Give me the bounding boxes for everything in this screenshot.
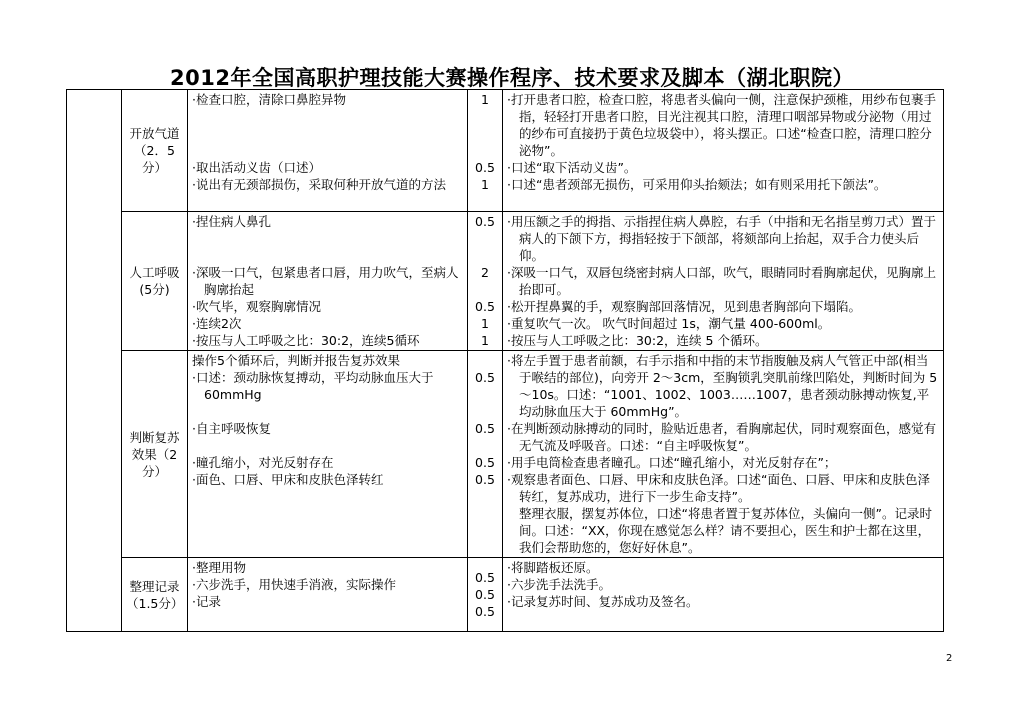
list-item: ·说出有无颈部损伤，采取何种开放气道的方法 [192, 177, 446, 192]
list-item: ·将左手置于患者前额，右手示指和中指的末节指腹触及病人气管正中部(相当于喉结的部位)，向旁开 2～3cm，至胸锁乳突肌前缘凹陷处，判断时间为 5～10s。口述：“1001、1002、1003……1007，患者颈动脉搏动恢复,平均动脉血压大于 60mmHg”。 [507, 353, 938, 419]
list-item: ·记录复苏时间、复苏成功及签名。 [507, 594, 699, 609]
list-item: ·按压与人工呼吸之比：30:2，连续 5 个循环。 [507, 333, 768, 348]
list-item: ·在判断颈动脉搏动的同时，脸贴近患者，看胸廓起伏，同时观察面色，感觉有无气流及呼吸音。口述：“自主呼吸恢复”。 [507, 421, 936, 453]
requirements-cell [503, 90, 944, 212]
list-item: ·六步洗手法洗手。 [507, 577, 611, 592]
list-item: ·整理用物 [192, 560, 246, 575]
list-item: 操作5个循环后，判断并报告复苏效果 [192, 353, 400, 368]
category-cell: 人工呼吸(5分) [122, 212, 188, 351]
table-row [67, 351, 944, 558]
score-cell: 1 0.5 1 [468, 90, 503, 212]
list-item: ·自主呼吸恢复 [192, 421, 271, 436]
score-cell: 0.5 0.5 0.5 0.5 [468, 351, 503, 558]
list-item: 整理衣服，摆复苏体位，口述“将患者置于复苏体位，头偏向一侧”。记录时间。口述：“XX，你现在感觉怎么样？请不要担心，医生和护士都在这里，我们会帮助您的，您好好休息”。 [519, 506, 932, 555]
table-row [67, 558, 944, 632]
category-cell: 开放气道（2．5分） [122, 90, 188, 212]
table-row [67, 212, 944, 351]
requirements-cell [503, 558, 944, 632]
list-item: ·深吸一口气，双唇包绕密封病人口部，吹气，眼睛同时看胸廓起伏，见胸廓上抬即可。 [507, 265, 936, 297]
requirements-cell [503, 351, 944, 558]
list-item: ·面色、口唇、甲床和皮肤色泽转红 [192, 472, 384, 487]
list-item: ·按压与人工呼吸之比：30:2，连续5循环 [192, 333, 420, 348]
procedure-table [66, 89, 944, 632]
requirements-cell [503, 212, 944, 351]
list-item: ·用压额之手的拇指、示指捏住病人鼻腔，右手（中指和无名指呈剪刀式）置于病人的下颌下方，拇指轻按于下颌部，将颏部向上抬起，双手合力使头后仰。 [507, 214, 936, 263]
list-item: ·捏住病人鼻孔 [192, 214, 271, 229]
list-item: ·打开患者口腔，检查口腔，将患者头偏向一侧，注意保护颈椎，用纱布包裹手指，轻轻打开患者口腔，目光注视其口腔，清理口咽部异物或分泌物（用过的纱布可直接扔于黄色垃圾袋中），将头摆正。口述“检查口腔，清理口腔分泌物”。 [507, 92, 936, 158]
blank-column [67, 90, 122, 632]
list-item: ·深吸一口气，包紧患者口唇，用力吹气，至病人胸廓抬起 [192, 265, 459, 297]
list-item: ·记录 [192, 594, 221, 609]
category-cell: 整理记录（1.5分） [122, 558, 188, 632]
list-item: ·瞳孔缩小，对光反射存在 [192, 455, 334, 470]
list-item: ·口述“取下活动义齿”。 [507, 160, 637, 175]
page-number: 2 [946, 653, 953, 664]
list-item: ·松开捏鼻翼的手，观察胸部回落情况，见到患者胸部向下塌陷。 [507, 299, 861, 314]
list-item: ·重复吹气一次。 吹气时间超过 1s，潮气量 400-600ml。 [507, 316, 831, 331]
list-item: ·将脚踏板还原。 [507, 560, 599, 575]
score-cell: 0.5 2 0.5 1 1 [468, 212, 503, 351]
score-cell: 0.5 0.5 0.5 [468, 558, 503, 632]
list-item: ·六步洗手，用快速手消液，实际操作 [192, 577, 396, 592]
list-item: ·用手电筒检查患者瞳孔。口述“瞳孔缩小，对光反射存在”； [507, 455, 837, 470]
steps-cell [188, 558, 468, 632]
page-title: 2012年全国高职护理技能大赛操作程序、技术要求及脚本（湖北职院） [170, 66, 854, 90]
steps-cell [188, 351, 468, 558]
list-item: ·检查口腔，清除口鼻腔异物 [192, 92, 346, 107]
list-item: ·连续2次 [192, 316, 242, 331]
list-item: ·取出活动义齿（口述） [192, 160, 321, 175]
steps-cell [188, 90, 468, 212]
list-item: ·口述“患者颈部无损伤，可采用仰头抬颏法；如有则采用托下颌法”。 [507, 177, 887, 192]
table-row [67, 90, 944, 212]
steps-cell [188, 212, 468, 351]
list-item: ·观察患者面色、口唇、甲床和皮肤色泽。口述“面色、口唇、甲床和皮肤色泽转红，复苏成功，进行下一步生命支持”。 [507, 472, 930, 504]
list-item: ·口述：颈动脉恢复搏动，平均动脉血压大于60mmHg [192, 370, 434, 402]
list-item: ·吹气毕，观察胸廓情况 [192, 299, 321, 314]
category-cell: 判断复苏效果（2分） [122, 351, 188, 558]
